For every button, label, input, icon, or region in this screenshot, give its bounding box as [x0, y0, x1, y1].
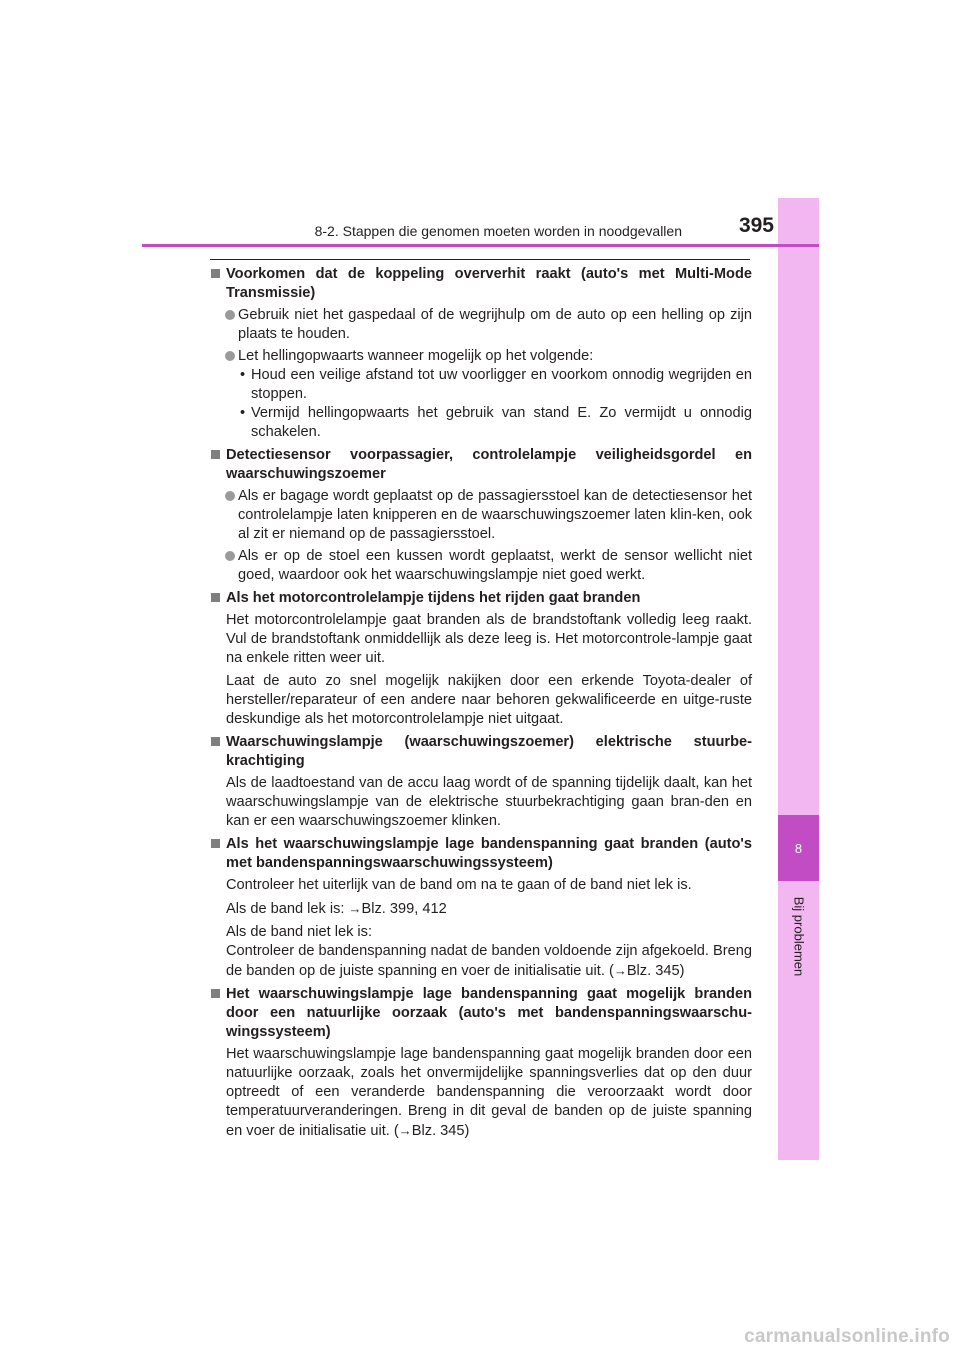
- section-steering-warning: [210, 733, 752, 831]
- chapter-label: Bij problemen: [791, 896, 806, 976]
- square-bullet-icon: [211, 269, 220, 278]
- square-bullet-icon: [211, 989, 220, 998]
- content-top-rule: [210, 259, 750, 260]
- chapter-label-tab: [778, 881, 819, 991]
- section-title: Voorkomen dat de koppeling oververhit raakt (auto's met Multi-Mode Transmissie): [210, 265, 752, 303]
- page-reference-link[interactable]: Blz. 399, 412: [361, 901, 447, 917]
- section-clutch-overheat: [210, 265, 752, 442]
- paragraph: Laat de auto zo snel mogelijk nakijken door een erkende Toyota-dealer of hersteller/reparateur of een andere naar behoren gekwalificeerde en uitge-ruste deskundige als het motorcontrolelampje niet uitgaat.: [226, 673, 752, 727]
- section-title: Detectiesensor voorpassagier, controlelampje veiligheidsgordel en waarschuwingszoemer: [210, 446, 752, 484]
- paragraph: Het motorcontrolelampje gaat branden als de brandstoftank volledig leeg raakt. Vul de brandstoftank onmiddellijk als deze leeg is. Het motorcontrole-lampje gaat na enkele ritten weer uit.: [226, 612, 752, 666]
- arrow-right-icon: →: [613, 963, 627, 978]
- paragraph: Het waarschuwingslampje lage bandenspanning gaat mogelijk branden door een natuurlijke oorzaak, zoals het onvermijdelijke spanningsverlies dat op den duur optreedt of een veranderde bandenspanning die veroorzaakt wordt door temperatuurveranderingen. Breng in dit geval de banden op de juiste spanning en voer de initialisatie uit. (→Blz. 345): [226, 1046, 752, 1139]
- sub-item: • Vermijd hellingopwaarts het gebruik van stand E. Zo vermijdt u onnodig schakelen.: [240, 405, 752, 440]
- paragraph: Controleer het uiterlijk van de band om na te gaan of de band niet lek is.: [226, 877, 692, 893]
- watermark: carmanualsonline.info: [744, 1326, 950, 1347]
- square-bullet-icon: [211, 839, 220, 848]
- header-rule: [142, 244, 819, 247]
- section-tire-pressure-light: [210, 835, 752, 981]
- page-reference-link[interactable]: Blz. 345: [411, 1123, 465, 1139]
- square-bullet-icon: [211, 593, 220, 602]
- page-number: 395: [738, 214, 774, 237]
- round-bullet-icon: [225, 491, 235, 501]
- section-passenger-sensor: [210, 446, 752, 585]
- page-reference-link[interactable]: Blz. 345: [626, 963, 680, 979]
- bullet-item: Als er op de stoel een kussen wordt geplaatst, werkt de sensor wellicht niet goed, waardoor ook het waarschuwingslampje niet goed werkt.: [210, 547, 752, 585]
- round-bullet-icon: [225, 351, 235, 361]
- bullet-item: Gebruik niet het gaspedaal of de wegrijhulp om de auto op een helling op zijn plaats te houden.: [210, 306, 752, 344]
- bullet-item: Als er bagage wordt geplaatst op de passagiersstoel kan de detectiesensor het controlelampje laten knipperen en de waarschuwingszoemer laten klin-ken, ook al zit er niemand op de passagiersstoel.: [210, 487, 752, 544]
- arrow-right-icon: →: [348, 901, 362, 916]
- small-bullet-icon: •: [240, 405, 246, 421]
- section-engine-light: [210, 589, 752, 729]
- small-bullet-icon: •: [240, 367, 246, 383]
- section-tire-pressure-natural-cause: [210, 985, 752, 1141]
- bullet-item: Let hellingopwaarts wanneer mogelijk op het volgende:: [210, 347, 752, 366]
- section-title: Het waarschuwingslampje lage bandenspanning gaat mogelijk branden door een natuurlijke oorzaak (auto's met bandenspanningswaarschu-wingssysteem): [210, 985, 752, 1042]
- not-flat-tire-paragraph: Als de band niet lek is: Controleer de bandenspanning nadat de banden voldoende zijn afgekoeld. Breng de banden op de juiste spanning en voer de initialisatie uit. (→Blz. 345): [226, 924, 752, 979]
- main-content: [210, 265, 752, 1145]
- section-title: Als het waarschuwingslampje lage bandenspanning gaat branden (auto's met bandenspanningswaarschuwingssysteem): [210, 835, 752, 873]
- square-bullet-icon: [211, 450, 220, 459]
- sub-item: • Houd een veilige afstand tot uw voorligger en voorkom onnodig wegrijden en stoppen.: [240, 367, 752, 402]
- chapter-tab-strip: [778, 198, 819, 1160]
- paragraph: Als de laadtoestand van de accu laag wordt of de spanning tijdelijk daalt, kan het waarschuwingslampje van de elektrische stuurbekrachtiging gaan bran-den en kan er een waarschuwingszoemer klinken.: [226, 775, 752, 829]
- flat-tire-reference: Als de band lek is: →Blz. 399, 412: [226, 901, 447, 917]
- section-title: Waarschuwingslampje (waarschuwingszoemer) elektrische stuurbe-krachtiging: [210, 733, 752, 771]
- square-bullet-icon: [211, 737, 220, 746]
- arrow-right-icon: →: [398, 1123, 412, 1138]
- section-title: Als het motorcontrolelampje tijdens het rijden gaat branden: [210, 589, 752, 608]
- section-header-title: 8-2. Stappen die genomen moeten worden in noodgevallen: [314, 223, 682, 239]
- round-bullet-icon: [225, 551, 235, 561]
- round-bullet-icon: [225, 310, 235, 320]
- chapter-number-tab: 8: [778, 815, 819, 881]
